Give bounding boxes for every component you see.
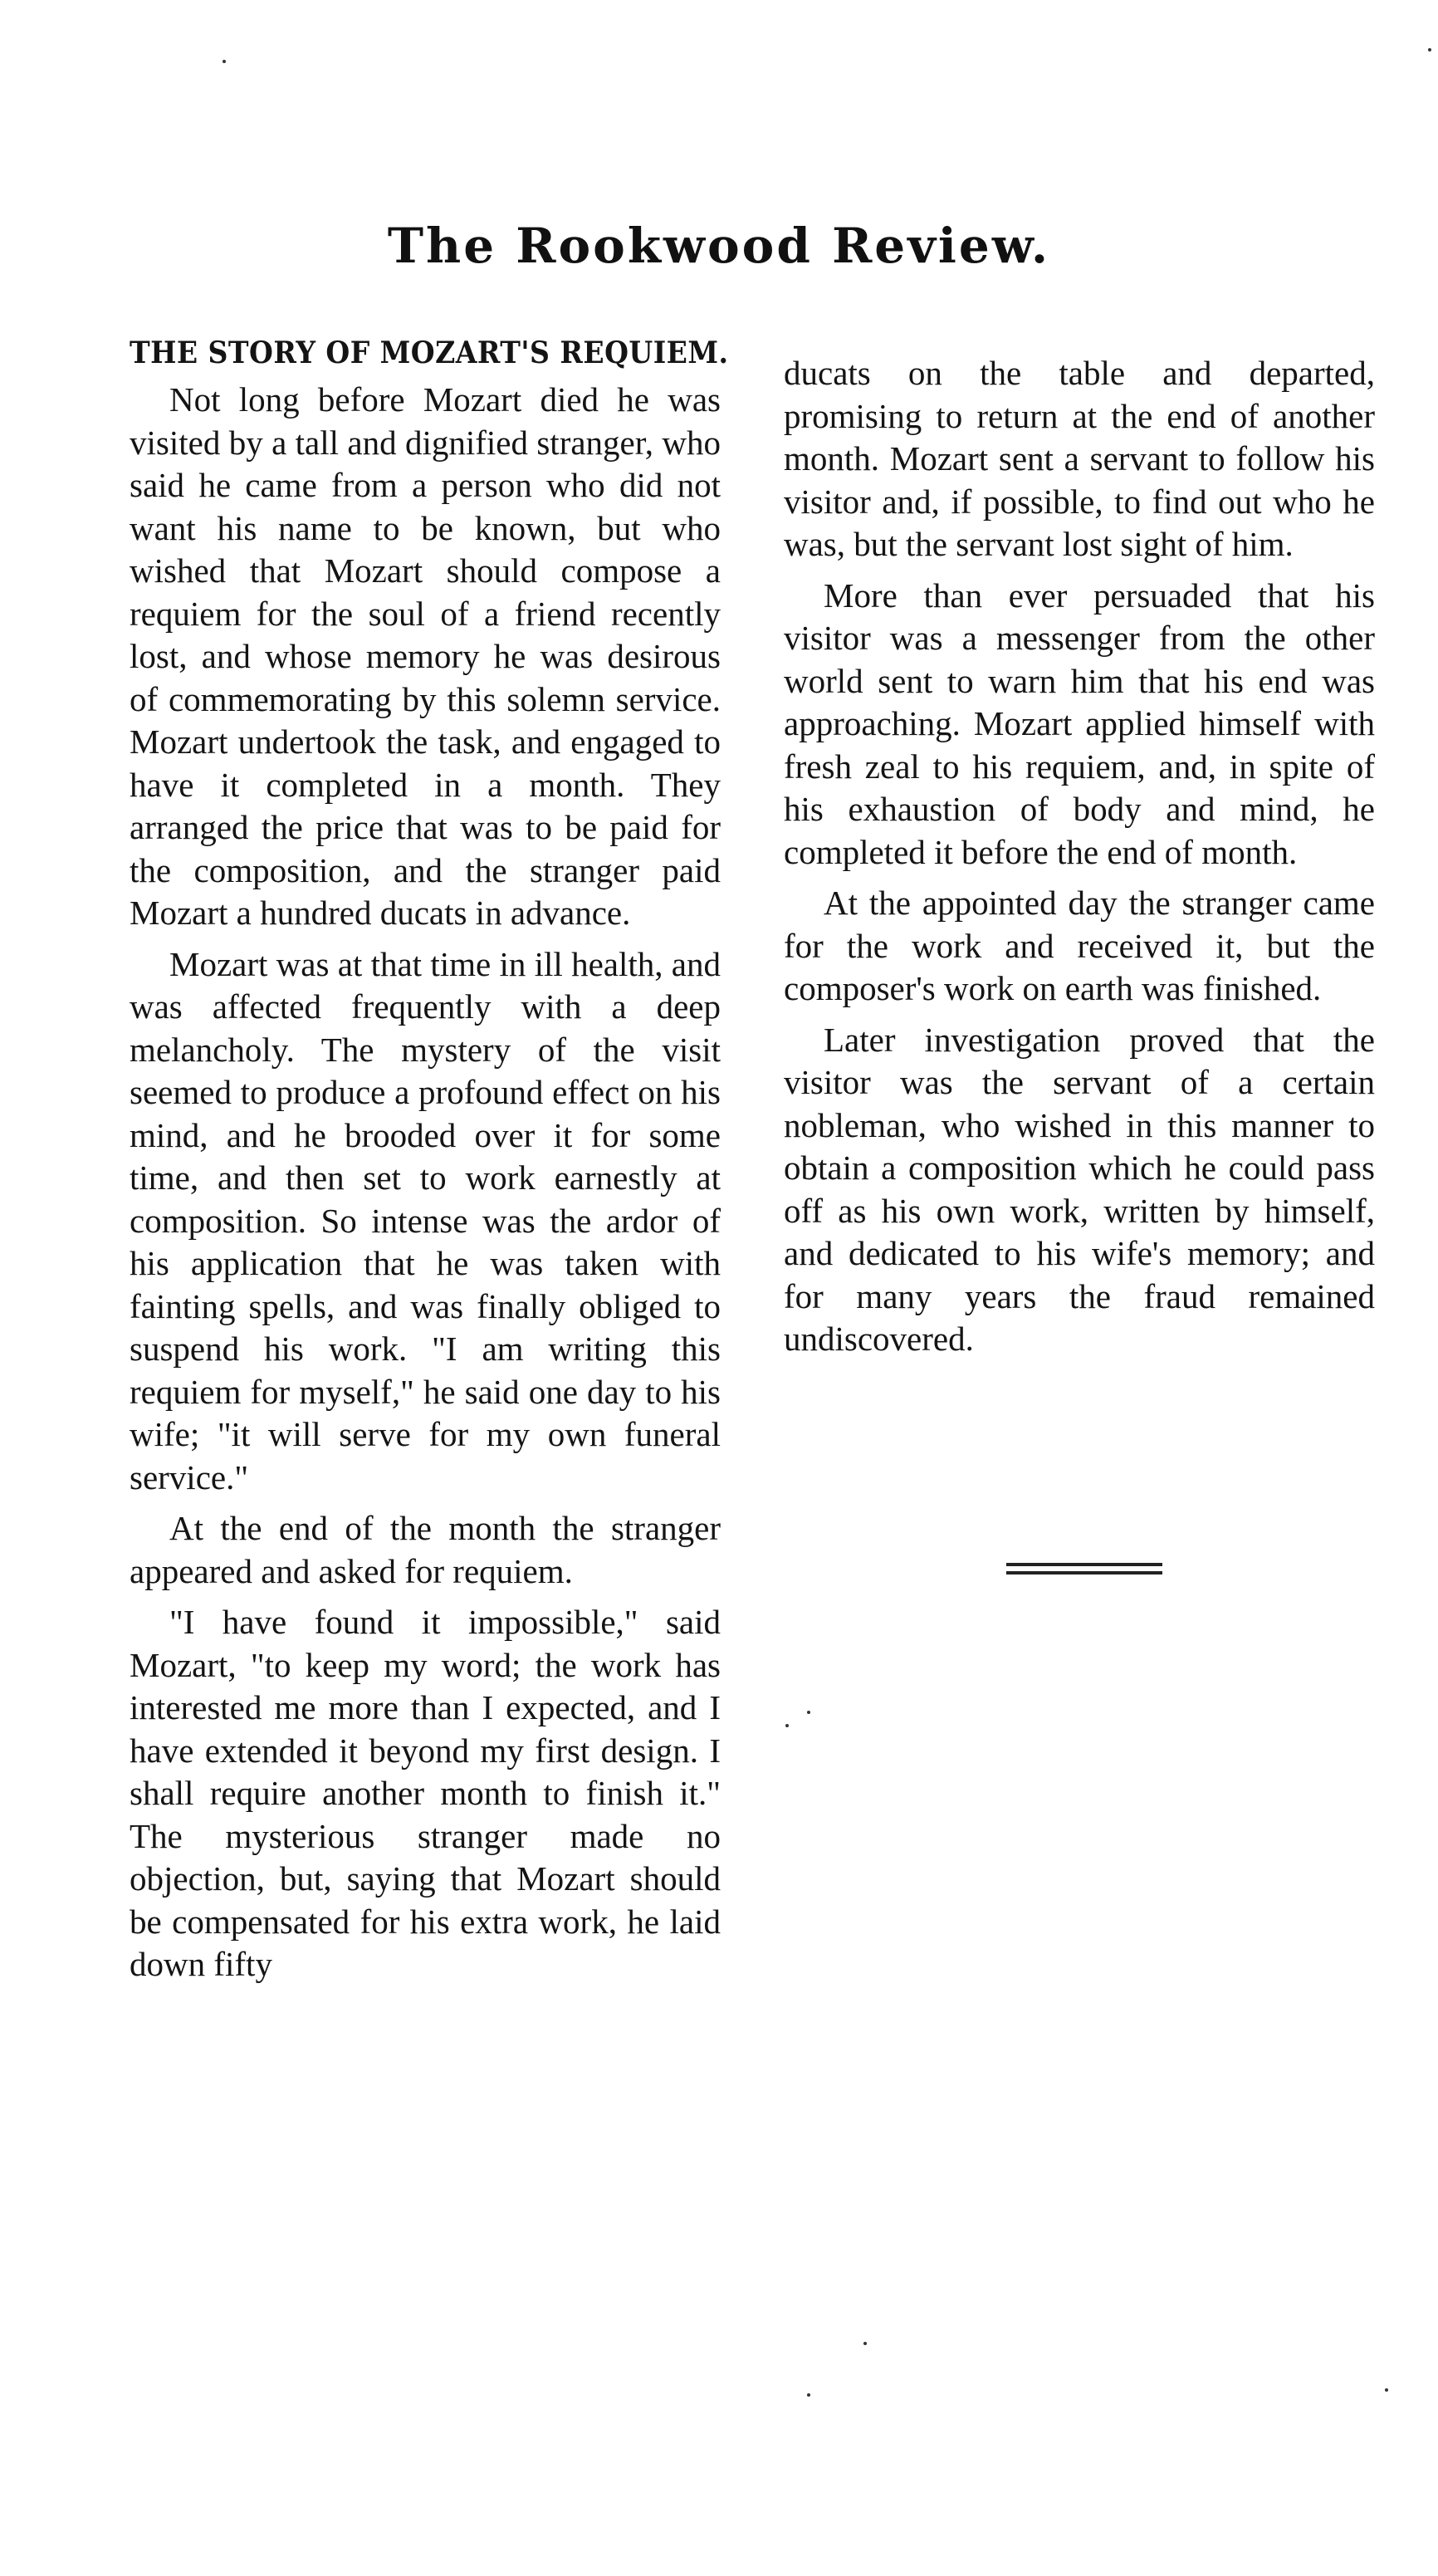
paragraph: At the appointed day the stranger came for the work and received it, but the composer's work on earth was finished. [784,884,1375,1007]
section-end-rule [1006,1563,1162,1574]
paragraph: At the end of the month the stranger appeared and asked for requiem. [130,1509,721,1590]
right-column [784,352,1375,1369]
left-column [130,335,729,1995]
masthead: The Rookwood Review. [387,218,1051,274]
article-title: THE STORY OF MOZART'S REQUIEM. [130,335,729,370]
speck [1428,48,1431,51]
speck [863,2342,867,2345]
paragraph: Not long before Mozart died he was visited by a tall and dignified stranger, who said he came from a person who did not want his name to be known, but who wished that Mozart should compose a requiem for the soul of a friend recently lost, and whose memory he was desirous of commemorating by this solemn service. Mozart undertook the task, and engaged to have it completed in a month. They arranged the price that was to be paid for the composition, and the stranger paid Mozart a hundred ducats in advance. [130,380,721,932]
paragraph: ducats on the table and departed, promising to return at the end of another month. Mozart sent a servant to follow his visitor and, if possible, to find out who he was, but the servant lost sight of him. [784,354,1375,563]
paragraph: More than ever persuaded that his visitor was a messenger from the other world sent to warn him that his end was approaching. Mozart applied himself with fresh zeal to his requiem, and, in spite of his exhaustion of body and mind, he completed it before the end of month. [784,575,1375,871]
paragraph: "I have found it impossible," said Mozart, "to keep my word; the work has interested me more than I expected, and I have extended it beyond my first design. I shall require another month to finish it." The mysterious stranger made no objection, but, saying that Mozart should be compensated for his extra work, he laid down fifty [130,1603,721,1983]
speck [807,1711,810,1714]
speck [223,60,226,63]
speck [807,2393,810,2397]
speck [785,1724,789,1727]
paragraph: Later investigation proved that the visitor was the servant of a certain nobleman, who wished in this manner to obtain a composition which he could pass off as his own work, written by himself, and dedicated to his wife's memory; and for many years the fraud remained undiscovered. [784,1020,1375,1358]
speck [1385,2388,1388,2392]
paragraph: Mozart was at that time in ill health, and was affected frequently with a deep melancholy. The mystery of the visit seemed to produce a profound effect on his mind, and he brooded over it for some time, and then set to work earnestly at composition. So intense was the ardor of his application that he was taken with fainting spells, and was finally obliged to suspend his work. "I am writing this requiem for myself," he said one day to his wife; "it will serve for my own funeral service." [130,944,721,1496]
